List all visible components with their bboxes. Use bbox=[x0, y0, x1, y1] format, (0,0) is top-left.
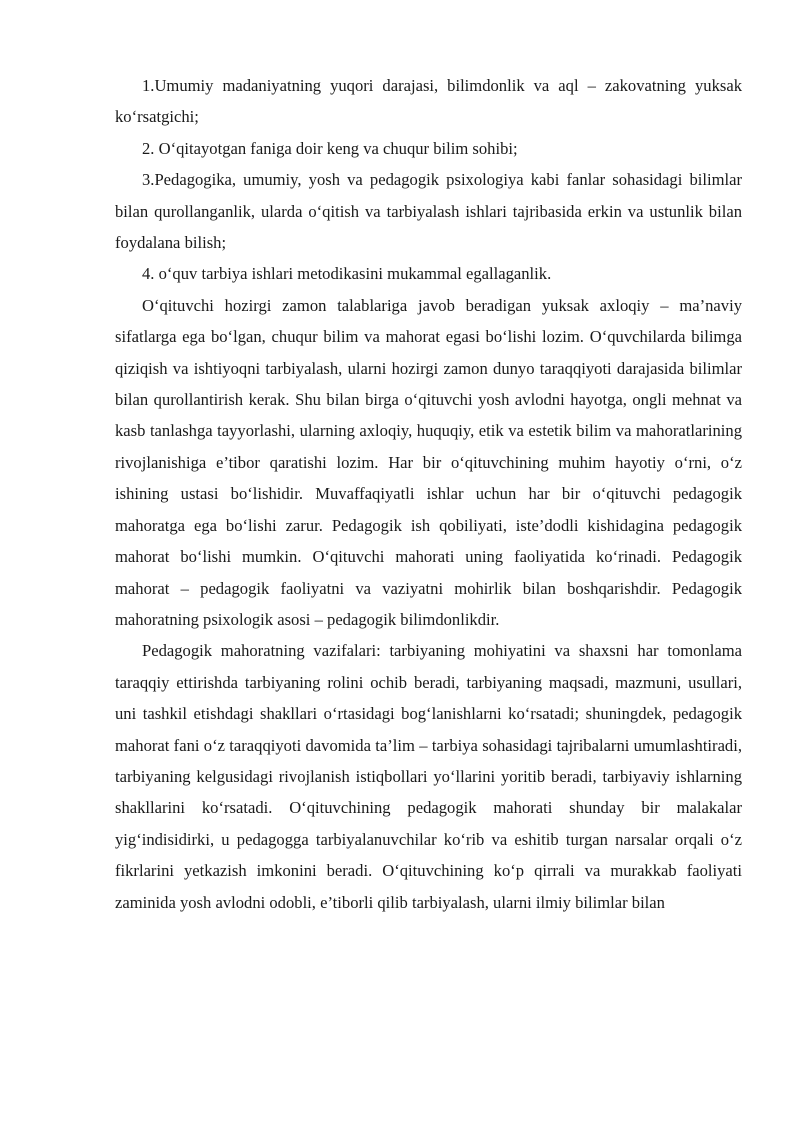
body-paragraph-tasks: Pedagogik mahoratning vazifalari: tarbiyaning mohiyatini va shaxsni har tomonlama taraqqiy ettirishda tarbiyaning rolini ochib beradi, tarbiyaning maqsadi, mazmuni, usullari, uni tashkil etishdagi shakllari o‘rtasidagi bog‘lanishlarni ko‘rsatadi; shuningdek, pedagogik mahorat fani o‘z taraqqiyoti davomida ta’lim – tarbiya sohasidagi tajribalarni umumlashtiradi, tarbiyaning kelgusidagi rivojlanish istiqbollari yo‘llarini yoritib beradi, tarbiyaviy ishlarning shakllarini ko‘rsatadi. O‘qituvchining pedagogik mahorati shunday bir malakalar yig‘indisidirki, u pedagogga tarbiyalanuvchilar ko‘rib va eshitib turgan narsalar orqali o‘z fikrlarini yetkazish imkonini beradi. O‘qituvchining ko‘p qirrali va murakkab faoliyati zaminida yosh avlodni odobli, e’tiborli qilib tarbiyalash, ularni ilmiy bilimlar bilan bbox=[115, 641, 742, 912]
document-page bbox=[115, 70, 742, 918]
list-item-2: 2. O‘qitayotgan faniga doir keng va chuqur bilim sohibi; bbox=[142, 138, 518, 158]
list-item-3: 3.Pedagogika, umumiy, yosh va pedagogik psixologiya kabi fanlar sohasidagi bilimlar bilan qurollanganlik, ularda o‘qitish va tarbiyalash ishlari tajribasida erkin va ustunlik bilan foydalana bilish; bbox=[115, 170, 742, 253]
list-item-4: 4. o‘quv tarbiya ishlari metodikasini mukammal egallaganlik. bbox=[142, 264, 552, 284]
body-paragraph-teacher: O‘qituvchi hozirgi zamon talablariga javob beradigan yuksak axloqiy – ma’naviy sifatlarga ega bo‘lgan, chuqur bilim va mahorat egasi bo‘lishi lozim. O‘quvchilarda bilimga qiziqish va ishtiyoqni tarbiyalash, ularni hozirgi zamon dunyo taraqqiyoti darajasida bilimlar bilan qurollantirish kerak. Shu bilan birga o‘qituvchi yosh avlodni hayotga, ongli mehnat va kasb tanlashga tayyorlashi, ularning axloqiy, huquqiy, etik va estetik bilim va mahoratlarining rivojlanishiga e’tibor qaratishi lozim. Har bir o‘qituvchining muhim hayotiy o‘rni, o‘z ishining ustasi bo‘lishidir. Muvaffaqiyatli ishlar uchun har bir o‘qituvchi pedagogik mahoratga ega bo‘lishi zarur. Pedagogik ish qobiliyati, iste’dodli kishidagina pedagogik mahorat bo‘lishi mumkin. O‘qituvchi mahorati uning faoliyatida ko‘rinadi. Pedagogik mahorat – pedagogik faoliyatni va vaziyatni mohirlik bilan boshqarishdir. Pedagogik mahoratning psixologik asosi – pedagogik bilimdonlikdir. bbox=[115, 295, 742, 629]
list-item-1: 1.Umumiy madaniyatning yuqori darajasi, bilimdonlik va aql – zakovatning yuksak ko‘rsatgichi; bbox=[115, 76, 742, 127]
